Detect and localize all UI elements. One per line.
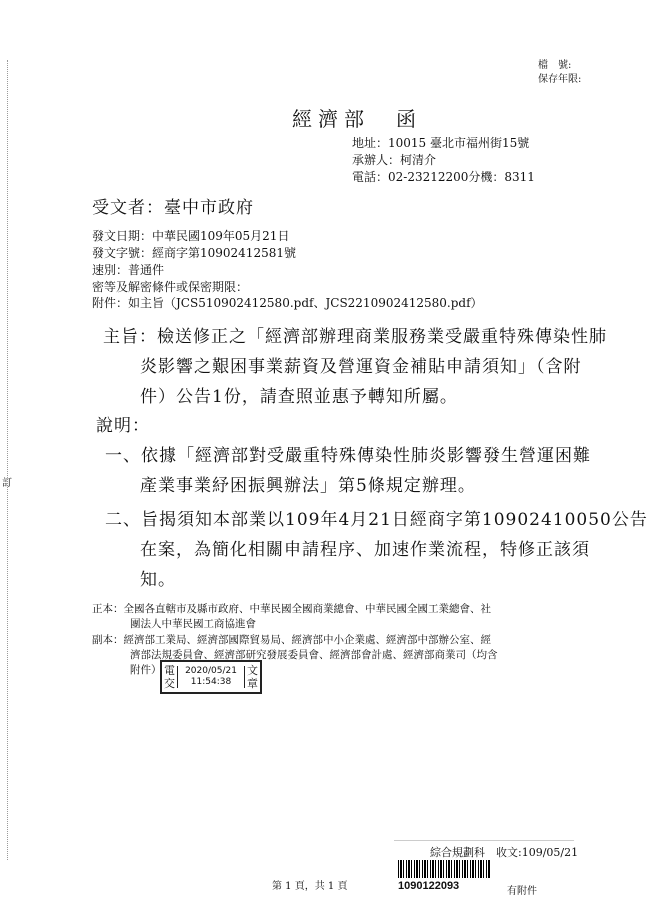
explanation-item-2-line-1: 二、旨揭須知本部業以109年4月21日經商字第10902410050公告 xyxy=(105,510,648,530)
recipient: 受文者：臺中市政府 xyxy=(92,198,254,218)
issue-date: 發文日期：中華民國109年05月21日 xyxy=(92,229,290,243)
stamp-left-bottom: 交 xyxy=(164,677,175,690)
sender-address: 地址：10015 臺北市福州街15號 xyxy=(352,136,530,150)
file-number-label: 檔 號: xyxy=(538,60,572,71)
secrecy-class: 密等及解密條件或保密期限： xyxy=(92,280,249,294)
barcode-icon xyxy=(398,860,490,878)
copy-recipients-line-1: 副本：經濟部工業局、經濟部國際貿易局、經濟部中小企業處、經濟部中部辦公室、經 xyxy=(92,634,491,646)
page-number: 第 1 頁，共 1 頁 xyxy=(272,881,348,892)
retention-label: 保存年限: xyxy=(538,74,582,85)
stamp-time: 11:54:38 xyxy=(190,677,232,687)
e-document-stamp xyxy=(160,660,262,694)
explanation-item-2-line-3: 知。 xyxy=(140,570,176,590)
subject-line-3: 件）公告1份，請查照並惠予轉知所屬。 xyxy=(140,387,458,407)
document-title: 經濟部 函 xyxy=(292,107,422,131)
stamp-right-bottom: 章 xyxy=(247,677,258,690)
speed-class: 速別：普通件 xyxy=(92,263,165,277)
copy-recipients-line-2: 濟部法規委員會、經濟部研究發展委員會、經濟部會計處、經濟部商業司（均含 xyxy=(130,649,498,661)
receipt-label: 綜合規劃科 收文:109/05/21 xyxy=(430,846,579,859)
attachment-info: 附件：如主旨（JCS510902412580.pdf、JCS2210902412580.pdf） xyxy=(92,296,483,310)
subject-line-2: 炎影響之艱困事業薪資及營運資金補貼申請須知」（含附 xyxy=(140,357,582,377)
stamp-right-top: 文 xyxy=(247,664,258,677)
explanation-item-1-line-1: 一、依據「經濟部對受嚴重特殊傳染性肺炎影響發生營運困難 xyxy=(105,446,591,466)
explanation-item-2-line-2: 在案，為簡化相關申請程序、加速作業流程，特修正該須 xyxy=(140,540,590,560)
original-recipients-line-2: 團法人中華民國工商協進會 xyxy=(130,618,256,630)
sender-contact: 承辦人：柯清介 xyxy=(352,153,437,167)
binding-line xyxy=(7,60,8,860)
explanation-item-1-line-2: 產業事業紓困振興辦法」第5條規定辦理。 xyxy=(140,476,476,496)
explanation-heading: 說明： xyxy=(96,416,150,436)
sender-phone: 電話：02-23212200分機：8311 xyxy=(352,170,535,184)
copy-recipients-line-3: 附件） xyxy=(130,664,162,676)
binding-mark: 訂 xyxy=(2,478,12,489)
original-recipients-line-1: 正本：全國各直轄市及縣市政府、中華民國全國商業總會、中華民國全國工業總會、社 xyxy=(92,603,491,615)
doc-number: 發文字號：經商字第10902412581號 xyxy=(92,246,296,260)
receipt-note: 有附件 xyxy=(507,886,537,897)
stamp-left-top: 電 xyxy=(164,664,175,677)
subject-line-1: 主旨：檢送修正之「經濟部辦理商業服務業受嚴重特殊傳染性肺 xyxy=(103,327,607,347)
barcode-number: 1090122093 xyxy=(398,880,460,892)
stamp-date: 2020/05/21 xyxy=(185,666,237,676)
